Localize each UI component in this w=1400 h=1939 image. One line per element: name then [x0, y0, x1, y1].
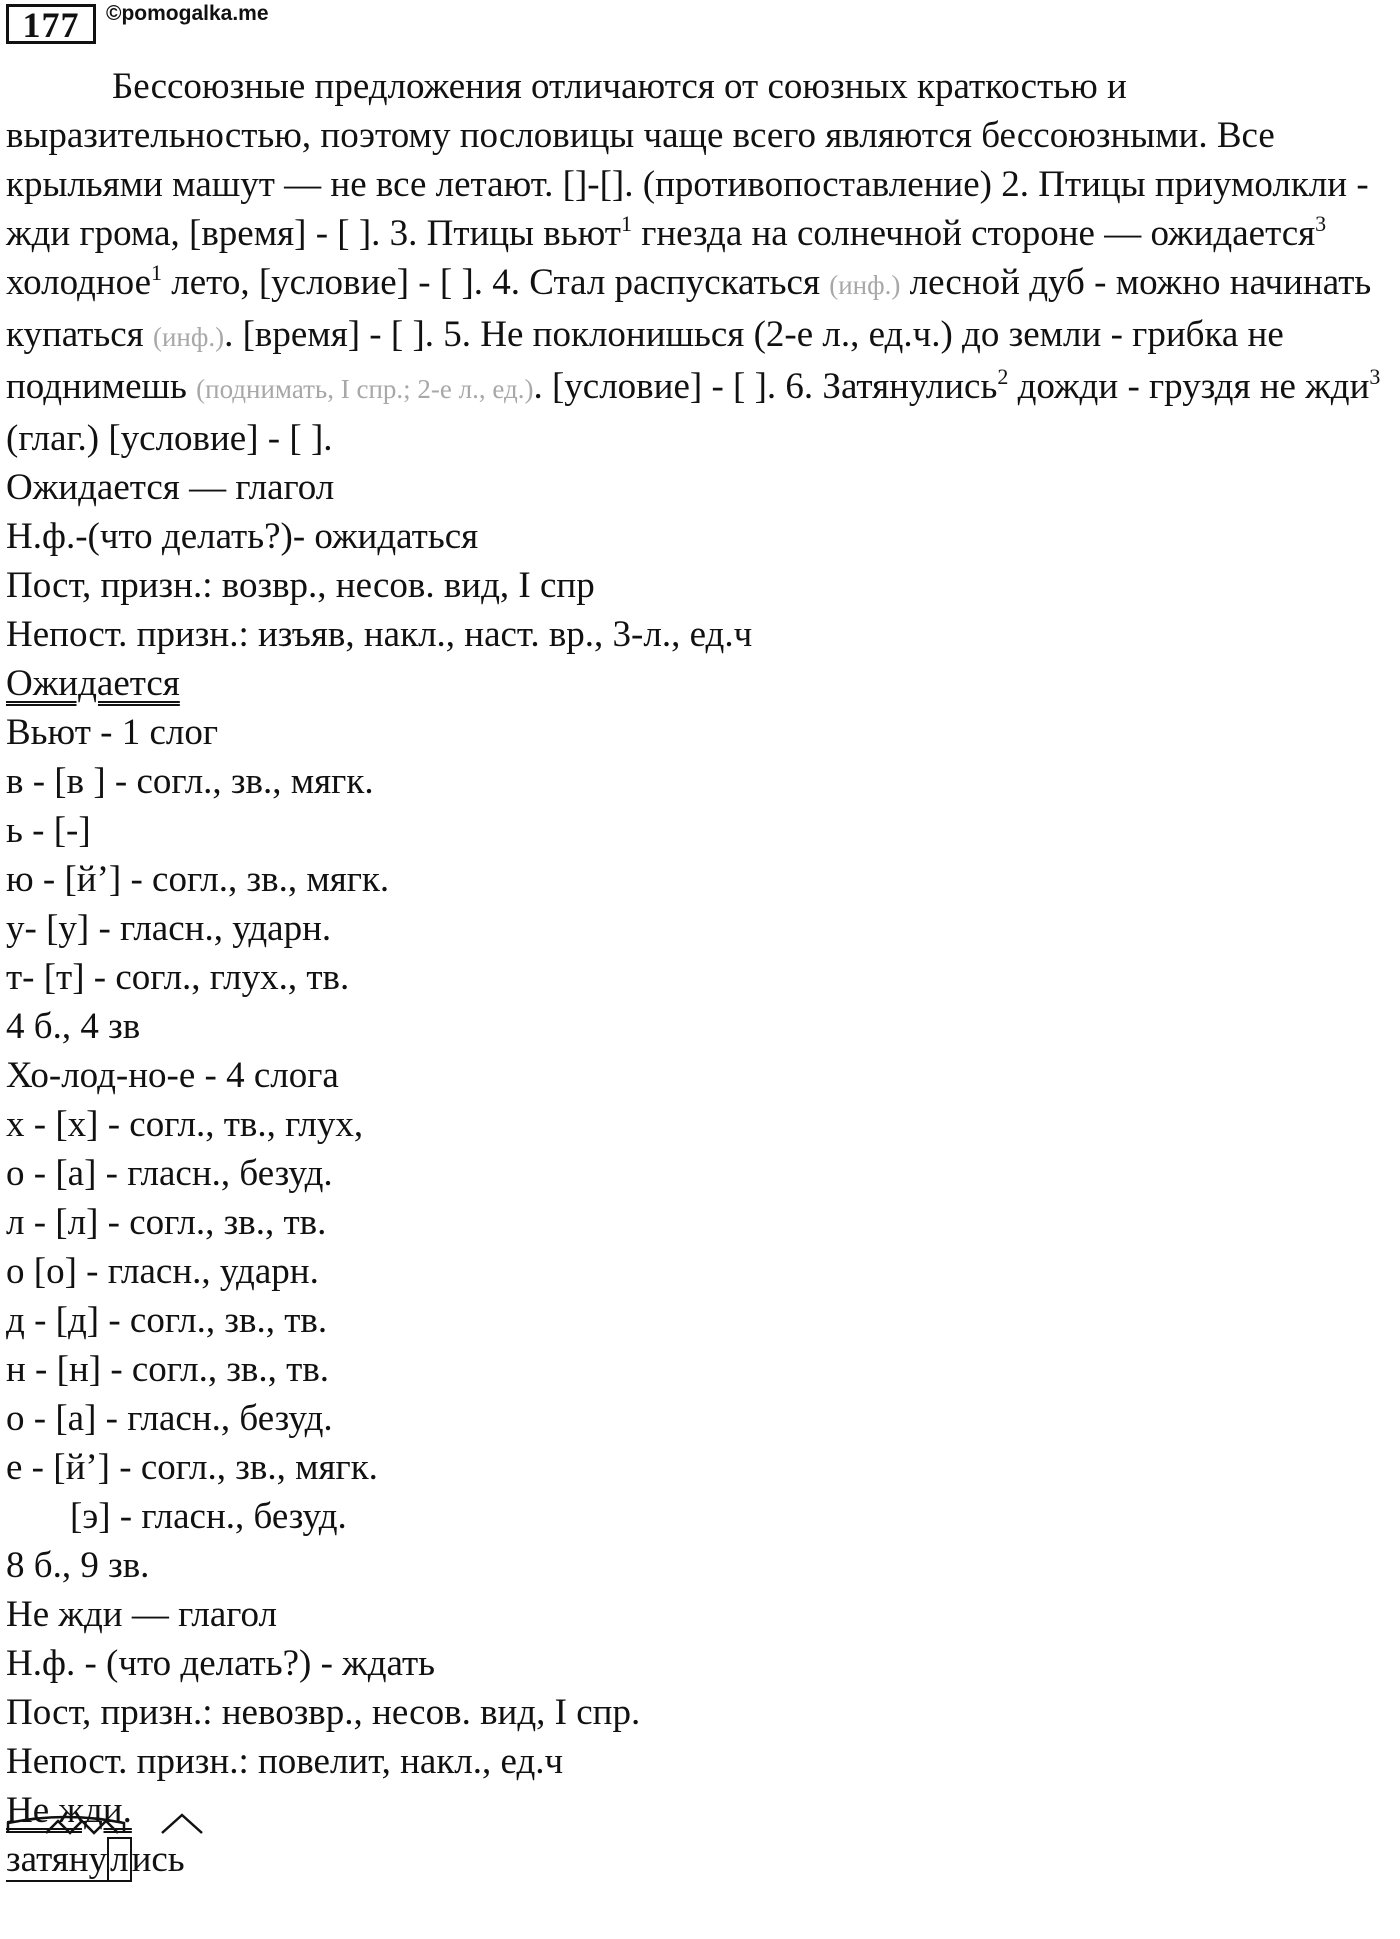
morpheme-word [6, 1835, 185, 1884]
site-watermark: ©pomogalka.me [106, 2, 269, 25]
para-text: Бессоюзные предложения отличаются от союзных краткостью и выразительностью, поэтому пословицы чаще всего являются бессоюзными. Все крыльями машут — не все летают. []-[]. (противопоставление) 2. Птицы приумолкли - жди грома, [время] - [ ]. 3. Птицы вьют [6, 66, 1369, 254]
para-text: (глаг.) [условие] - [ ]. [6, 418, 333, 459]
text-line: 8 б., 9 зв. [6, 1545, 150, 1586]
morpheme-root: затяну [6, 1839, 108, 1880]
text-line [6, 659, 1394, 708]
grammar-note: (инф.) [829, 270, 901, 300]
text-line: у- [у] - гласн., ударн. [6, 908, 332, 949]
para-text: гнезда на солнечной стороне — ожидается [631, 213, 1316, 254]
para-text: . [время] - [ ]. 5. Не поклонишься (2-е л., ед.ч.) до земли - грибка не поднимешь [6, 314, 1284, 407]
text-line: д - [д] - согл., зв., тв. [6, 1300, 328, 1341]
text-line: о [о] - гласн., ударн. [6, 1251, 319, 1292]
superscript: 3 [1315, 211, 1327, 236]
para-text: лето, [условие] - [ ]. 4. Стал распускаться [162, 262, 830, 303]
text-line: ю - [й’] - согл., зв., мягк. [6, 859, 390, 900]
text-line: в - [в ] - согл., зв., мягк. [6, 761, 374, 802]
text-line: Непост. призн.: повелит, накл., ед.ч [6, 1741, 564, 1782]
underlined-phrase: Не жди. [6, 1790, 132, 1831]
text-line: Пост, призн.: невозвр., несов. вид, I спр. [6, 1692, 641, 1733]
main-paragraph [6, 62, 1394, 463]
text-line: ь - [-] [6, 810, 91, 851]
underlined-word: Ожидается [6, 663, 180, 704]
text-line: [э] - гласн., безуд. [70, 1496, 347, 1537]
text-line: о - [а] - гласн., безуд. [6, 1153, 333, 1194]
solution-text [6, 62, 1394, 1884]
grammar-note: (инф.) [152, 322, 225, 352]
para-text: . [условие] - [ ]. 6. Затянулись [533, 366, 998, 407]
superscript: 1 [151, 260, 163, 285]
exercise-number: 177 [6, 4, 96, 44]
grammar-note: (поднимать, I спр.; 2-е л., ед.) [196, 374, 534, 404]
text-line: е - [й’] - согл., зв., мягк. [6, 1447, 378, 1488]
text-line: Ожидается — глагол [6, 467, 335, 508]
superscript: 3 [1369, 364, 1381, 389]
morpheme-marks-icon [6, 1813, 206, 1843]
para-text: дожди - груздя не жди [1008, 366, 1370, 407]
text-line: т- [т] - согл., глух., тв. [6, 957, 350, 998]
text-line: л - [л] - согл., зв., тв. [6, 1202, 327, 1243]
text-line: Н.ф.-(что делать?)- ожидаться [6, 516, 479, 557]
text-line: Вьют - 1 слог [6, 712, 219, 753]
morpheme-postfix: ись [131, 1839, 185, 1880]
text-line: Пост, призн.: возвр., несов. вид, I спр [6, 565, 595, 606]
morpheme-parse [6, 1835, 1394, 1884]
text-line [6, 1786, 1394, 1835]
text-line: Не жди — глагол [6, 1594, 277, 1635]
superscript: 1 [620, 211, 632, 236]
text-line: н - [н] - согл., зв., тв. [6, 1349, 330, 1390]
text-line: Непост. призн.: изъяв, накл., наст. вр., 3-л., ед.ч [6, 614, 753, 655]
para-text: лесной дуб - можно начинать купаться [6, 262, 1372, 355]
morpheme-ending-box: л [107, 1837, 131, 1882]
para-text: холодное [6, 262, 152, 303]
superscript: 2 [997, 364, 1009, 389]
text-line: о - [а] - гласн., безуд. [6, 1398, 333, 1439]
text-line: Хо-лод-но-е - 4 слога [6, 1055, 339, 1096]
text-line: Н.ф. - (что делать?) - ждать [6, 1643, 436, 1684]
text-line: х - [х] - согл., тв., глух, [6, 1104, 364, 1145]
text-line: 4 б., 4 зв [6, 1006, 141, 1047]
